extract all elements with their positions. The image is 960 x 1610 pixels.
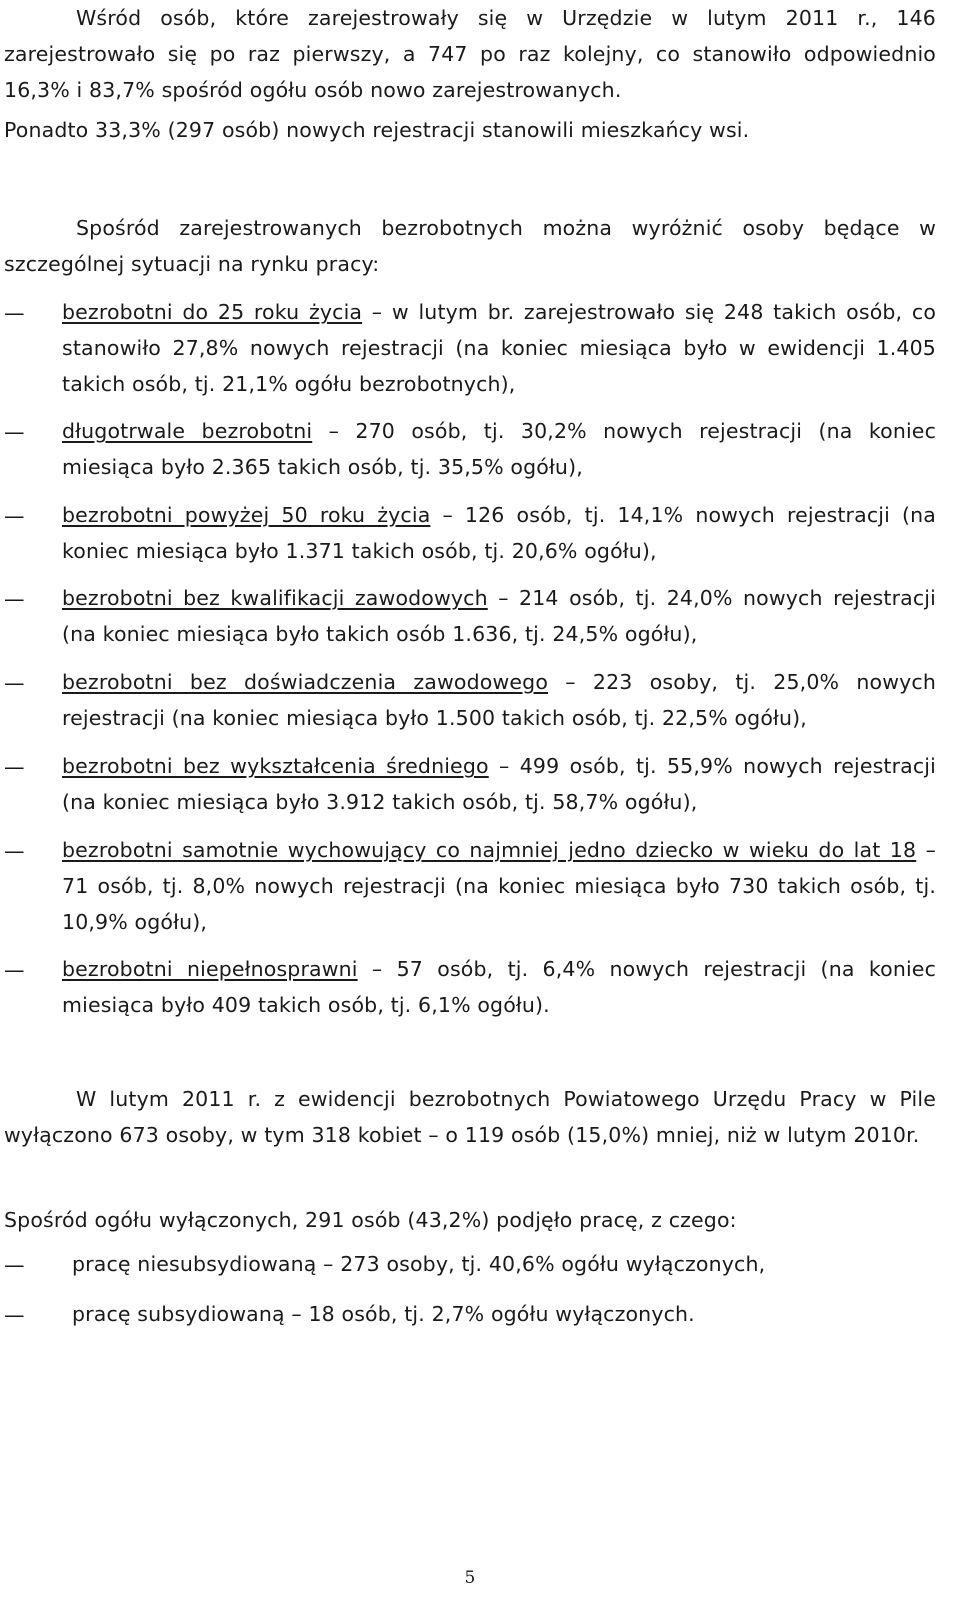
list-item-text: – 214 osób, tj. 24,0% nowych rejestracji (na koniec miesiąca było takich osób 1.636, tj. 24,5% ogółu), [62, 586, 936, 646]
list-item-text: – 57 osób, tj. 6,4% nowych rejestracji (na koniec miesiąca było 409 takich osób, tj. 6,1% ogółu). [62, 957, 936, 1017]
dash-bullet: — [4, 958, 25, 982]
list-item-text: – 499 osób, tj. 55,9% nowych rejestracji (na koniec miesiąca było 3.912 takich osób, tj. 58,7% ogółu), [62, 754, 937, 814]
list-item-text: – w lutym br. zarejestrowało się 248 takich osób, co stanowiło 27,8% nowych rejestracji (na koniec miesiąca było w ewidencji 1.405 takich osób, tj. 21,1% ogółu bezrobotnych), [62, 300, 937, 396]
dash-bullet: — [4, 301, 25, 325]
list-item-label: bezrobotni bez kwalifikacji zawodowych [62, 586, 488, 610]
dash-bullet: — [4, 671, 25, 695]
list-item-text: – 270 osób, tj. 30,2% nowych rejestracji (na koniec miesiąca było 2.365 takich osób, tj. 35,5% ogółu), [62, 419, 936, 479]
list-item-label: bezrobotni bez wykształcenia średniego [62, 754, 489, 778]
list-item-label: bezrobotni samotnie wychowujący co najmniej jedno dziecko w wieku do lat 18 [62, 838, 917, 862]
list-item-text: – 223 osoby, tj. 25,0% nowych rejestracji (na koniec miesiąca było 1.500 takich osób, tj. 22,5% ogółu), [62, 670, 936, 730]
paragraph-special-intro: Spośród zarejestrowanych bezrobotnych można wyróżnić osoby będące w szczególnej sytuacji na rynku pracy: [4, 216, 936, 276]
list-item-text: – 71 osób, tj. 8,0% nowych rejestracji (na koniec miesiąca było 730 takich osób, tj. 10,9% ogółu), [62, 838, 936, 934]
dash-bullet: — [4, 839, 25, 863]
dash-bullet: — [4, 504, 25, 528]
paragraph-rural: Ponadto 33,3% (297 osób) nowych rejestracji stanowili mieszkańcy wsi. [4, 118, 750, 142]
page-number: 5 [464, 1568, 476, 1588]
list-item-text: pracę subsydiowaną – 18 osób, tj. 2,7% ogółu wyłączonych. [72, 1302, 695, 1326]
paragraph-deregistrations: W lutym 2011 r. z ewidencji bezrobotnych Powiatowego Urzędu Pracy w Pile wyłączono 673 osoby, w tym 318 kobiet – o 119 osób (15,0%) mniej, niż w lutym 2010r. [4, 1087, 936, 1147]
dash-bullet: — [4, 420, 25, 444]
paragraph-registrations: Wśród osób, które zarejestrowały się w Urzędzie w lutym 2011 r., 146 zarejestrowało się po raz pierwszy, a 747 po raz kolejny, co stanowiło odpowiednio 16,3% i 83,7% spośród ogółu osób nowo zarejestrowanych. [4, 6, 936, 102]
list-item-label: bezrobotni bez doświadczenia zawodowego [62, 670, 549, 694]
dash-bullet: — [4, 587, 25, 611]
list-item-label: bezrobotni do 25 roku życia [62, 300, 363, 324]
list-item-label: bezrobotni powyżej 50 roku życia [62, 503, 431, 527]
list-item-text: – 126 osób, tj. 14,1% nowych rejestracji (na koniec miesiąca było 1.371 takich osób, tj. 20,6% ogółu), [62, 503, 936, 563]
dash-bullet: — [4, 1253, 25, 1277]
dash-bullet: — [4, 1303, 25, 1327]
paragraph-work-intro: Spośród ogółu wyłączonych, 291 osób (43,2%) podjęło pracę, z czego: [4, 1208, 737, 1232]
list-item-label: bezrobotni niepełnosprawni [62, 957, 358, 981]
list-item-text: pracę niesubsydiowaną – 273 osoby, tj. 40,6% ogółu wyłączonych, [72, 1252, 766, 1276]
dash-bullet: — [4, 755, 25, 779]
list-item-label: długotrwale bezrobotni [62, 419, 313, 443]
